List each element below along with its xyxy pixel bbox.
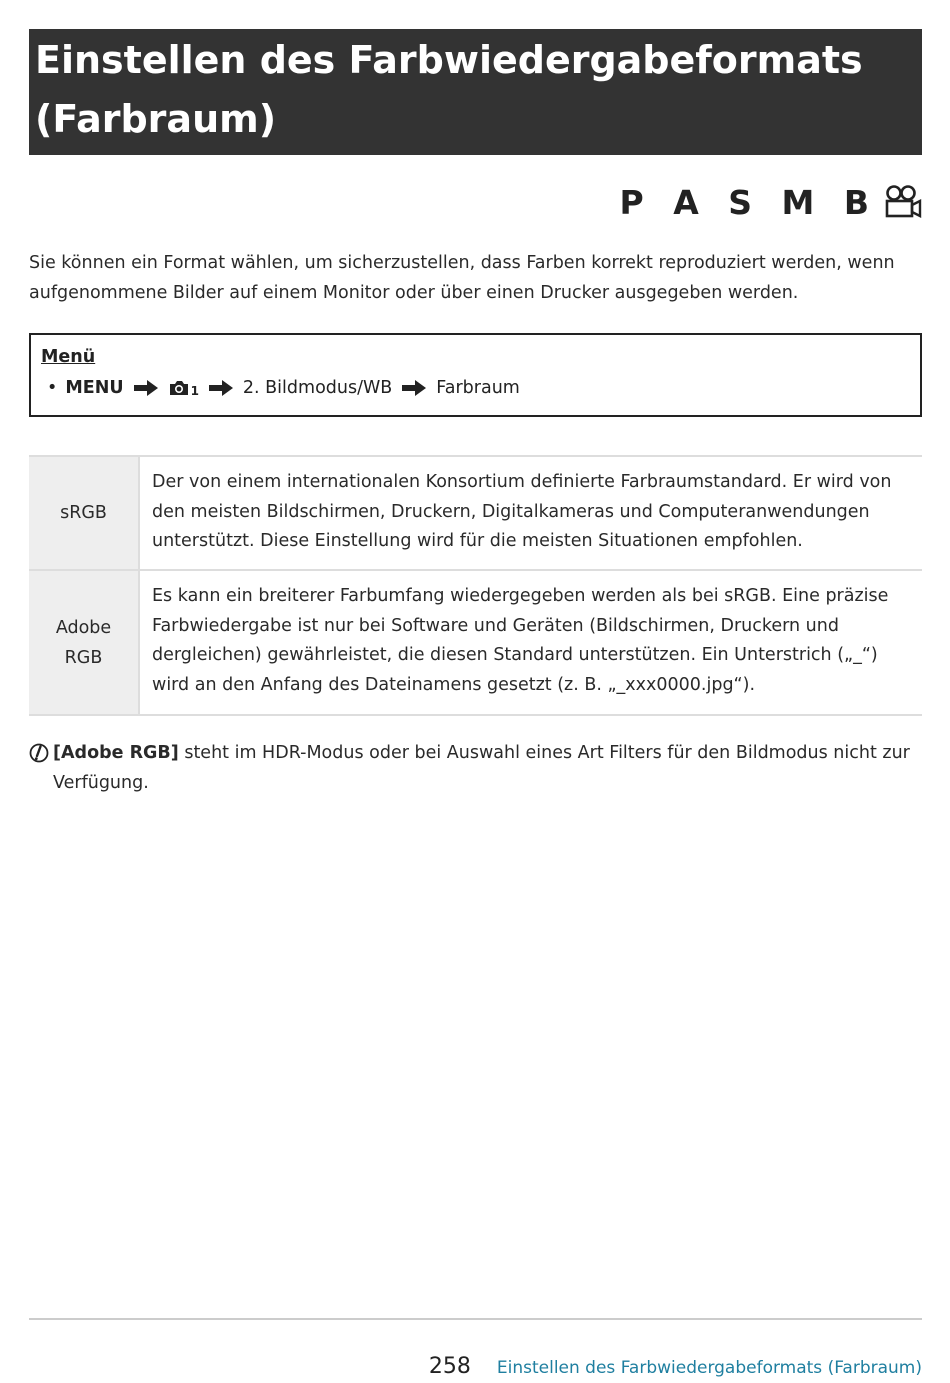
note-body: steht im HDR-Modus oder bei Auswahl eines Art Filters für den Bildmodus nicht zur Verfügung. [53,743,910,793]
option-label [29,571,140,714]
menu-path [41,373,910,403]
shooting-modes [620,182,922,222]
footer [429,1354,922,1379]
option-description: Es kann ein breiterer Farbumfang wiedergegeben werden als bei sRGB. Eine präzise Farbwiedergabe ist nur bei Software und Geräten (Bildschirmen, Druckern und dergleichen) gewährleistet, die diesen Standard unterstützen. Ein Unterstrich („_“) wird an den Anfang des Dateinamens gesetzt (z. B. „_xxx0000.jpg“). [152,586,889,696]
camera-icon [168,379,199,397]
menu-submenu: 2. Bildmodus/WB [242,378,393,398]
table-row [29,571,922,716]
footer-divider [29,1318,922,1320]
arrow-right-icon [401,379,427,397]
section-link[interactable]: Einstellen des Farbwiedergabeformats (Farbraum) [496,1358,922,1378]
table-row [29,457,922,571]
mode-letters: P A S M B [619,182,878,222]
title-bar [29,29,922,155]
page-title-line1: Einstellen des Farbwiedergabeformats [35,38,863,82]
arrow-right-icon [133,379,159,397]
menu-box [29,333,922,417]
menu-bullet: • [47,378,58,398]
page-title-line2: (Farbraum) [35,97,277,141]
note [29,738,922,798]
option-description: Der von einem internationalen Konsortium definierte Farbraumstandard. Er wird von den meisten Bildschirmen, Druckern, Digitalkameras und Computeranwendungen unterstützt. Diese Einstellung wird für die meisten Situationen empfohlen. [152,472,892,552]
option-label-text: Adobe RGB [55,617,112,668]
arrow-right-icon [208,379,234,397]
option-label: sRGB [29,457,140,569]
option-table [29,455,922,716]
camera-tab-number: 1 [190,384,199,398]
intro-text: Sie können ein Format wählen, um sicherzustellen, dass Farben korrekt reproduziert werden, wenn aufgenommene Bilder auf einem Monitor oder über einen Drucker ausgegeben werden. [29,253,895,303]
menu-root: MENU [65,378,124,398]
note-text [53,738,922,798]
page-title [35,31,916,149]
menu-item: Farbraum [436,378,520,398]
movie-camera-icon [884,185,922,219]
page-number: 258 [428,1354,471,1379]
note-strong: [Adobe RGB] [53,743,179,763]
caution-icon [29,738,53,798]
menu-heading: Menü [41,347,96,367]
